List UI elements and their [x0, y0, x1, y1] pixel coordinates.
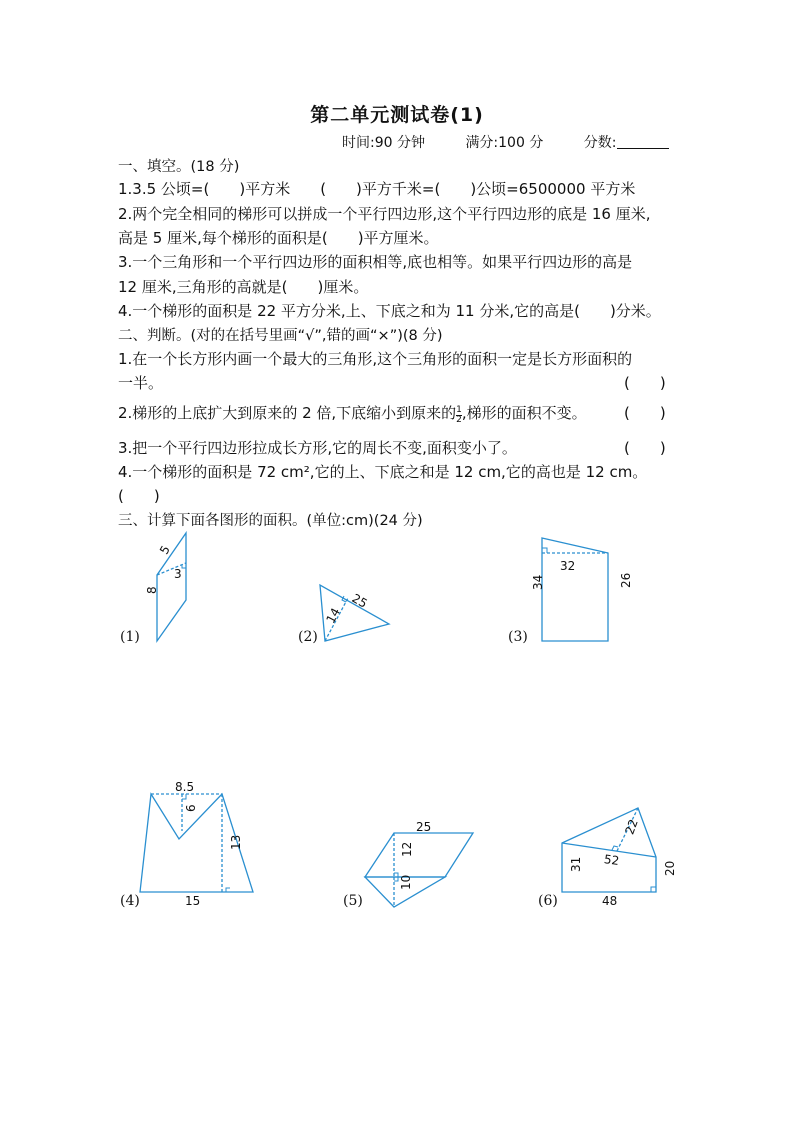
fig6-dim-52: 52	[603, 852, 621, 869]
s2-answer-1[interactable]: ( )	[624, 374, 666, 392]
section1-heading: 一、填空。(18 分)	[118, 159, 240, 175]
fig1-dim-8: 8	[145, 586, 159, 594]
s1-question-4: 4.一个梯形的面积是 22 平方分米,上、下底之和为 11 分米,它的高是( )分米。	[118, 302, 661, 320]
fig6-dim-22: 22	[622, 817, 641, 837]
s1-question-1: 1.3.5 公顷=( )平方米 ( )平方千米=( )公顷=6500000 平方米	[118, 180, 636, 198]
s2-question-3: 3.把一个平行四边形拉成长方形,它的周长不变,面积变小了。	[118, 439, 517, 457]
fig4-label: (4)	[120, 893, 140, 909]
fig6-dim-20: 20	[663, 860, 677, 876]
fig3-dim-26: 26	[619, 572, 633, 588]
s1-question-3b: 12 厘米,三角形的高就是( )厘米。	[118, 278, 369, 296]
s2-answer-2[interactable]: ( )	[624, 404, 666, 422]
s2-answer-3[interactable]: ( )	[624, 439, 666, 457]
s1-question-2b: 高是 5 厘米,每个梯形的面积是( )平方厘米。	[118, 229, 439, 247]
figure-5-composite	[365, 833, 473, 907]
fig3-dim-32: 32	[560, 559, 576, 573]
s2-q2-pre: 2.梯形的上底扩大到原来的 2 倍,下底缩小到原来的	[118, 404, 457, 422]
fig4-dim-15: 15	[185, 894, 201, 908]
figure-6-composite	[562, 808, 656, 892]
full-score: 满分:100 分	[465, 135, 544, 151]
s1-question-3a: 3.一个三角形和一个平行四边形的面积相等,底也相等。如果平行四边形的高是	[118, 253, 633, 271]
s2-question-4: 4.一个梯形的面积是 72 cm²,它的上、下底之和是 12 cm,它的高也是 12 cm。	[118, 463, 648, 481]
page-title: 第二单元测试卷(1)	[310, 104, 484, 126]
fig4-dim-13: 13	[229, 834, 243, 850]
section2-heading: 二、判断。(对的在括号里画“√”,错的画“×”)(8 分)	[118, 328, 443, 344]
fraction-numerator: 1	[456, 405, 462, 415]
figure-3-trapezoid	[542, 538, 608, 641]
fig1-dim-5: 5	[156, 543, 173, 557]
fig3-dim-34: 34	[531, 574, 545, 590]
s2-question-1b: 一半。	[118, 374, 164, 392]
s1-question-2a: 2.两个完全相同的梯形可以拼成一个平行四边形,这个平行四边形的底是 16 厘米,	[118, 205, 651, 223]
time-limit: 时间:90 分钟	[342, 135, 425, 151]
fig6-dim-48: 48	[602, 894, 618, 908]
fig4-dim-8-5: 8.5	[175, 780, 195, 794]
fig2-dim-14: 14	[323, 605, 344, 626]
fig1-label: (1)	[120, 629, 140, 645]
fig5-dim-10: 10	[399, 874, 413, 890]
score-label: 分数:	[583, 135, 617, 151]
fig6-dim-31: 31	[569, 856, 583, 872]
fig3-label: (3)	[508, 629, 528, 645]
fraction-denominator: 2	[456, 415, 462, 425]
fig4-dim-6: 6	[184, 804, 198, 812]
section3-heading: 三、计算下面各图形的面积。(单位:cm)(24 分)	[118, 513, 423, 529]
fig5-label: (5)	[343, 893, 363, 909]
s2-q2-post: ,梯形的面积不变。	[461, 404, 587, 422]
fig1-dim-3: 3	[174, 567, 182, 581]
s2-answer-4[interactable]: ( )	[118, 487, 160, 505]
fig2-dim-25: 25	[349, 591, 370, 611]
fig5-dim-25: 25	[416, 820, 432, 834]
fig6-label: (6)	[538, 893, 558, 909]
fig2-label: (2)	[298, 629, 318, 645]
fig5-dim-12: 12	[400, 841, 414, 857]
s2-question-1a: 1.在一个长方形内画一个最大的三角形,这个三角形的面积一定是长方形面积的	[118, 350, 633, 368]
